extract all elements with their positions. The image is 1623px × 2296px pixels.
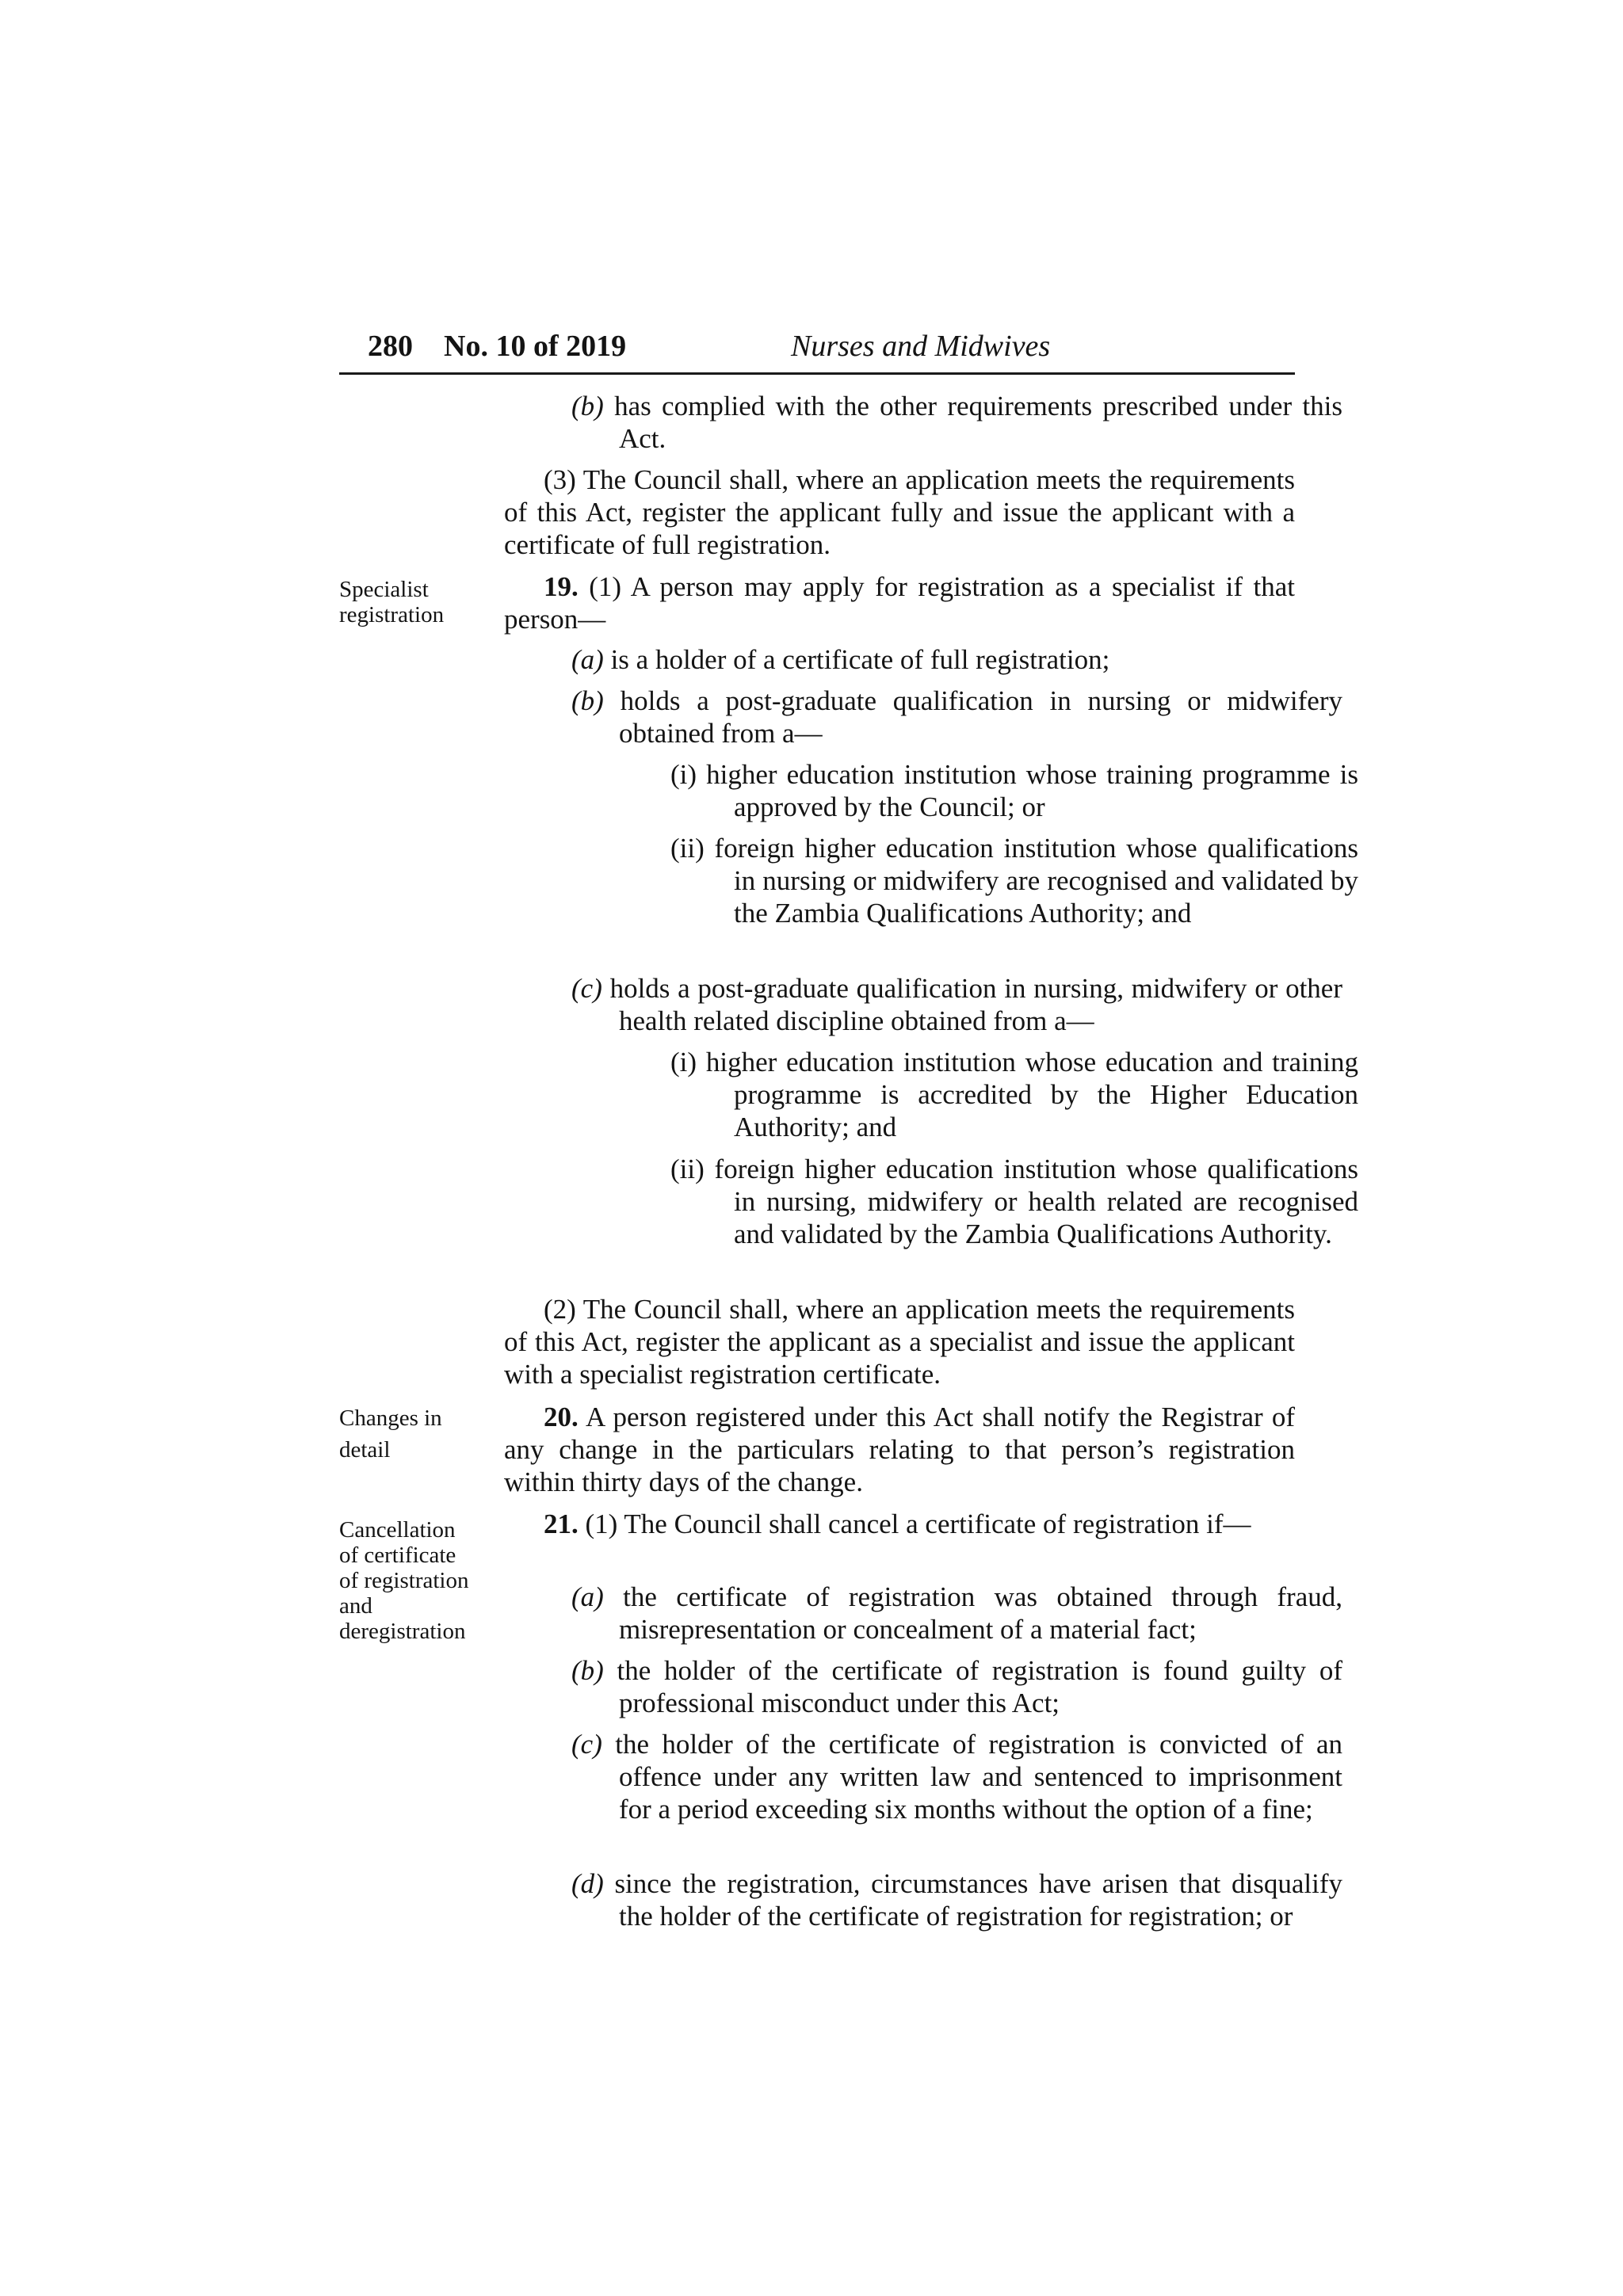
s18-para-b [571,390,1342,455]
s21-d-text: since the registration, circumstances have arisen that disqualify the holder of the certificate of registration for registration; or [603,1868,1342,1932]
s21-c-text: the holder of the certificate of registration is convicted of an offence under any written law and sentenced to imprisonment for a period exceeding six months without the option of a fine; [601,1729,1342,1825]
s19-subsection-2: (2) The Council shall, where an application meets the requirements of this Act, register the applicant as a specialist and issue the applicant with a specialist registration certificate. [504,1294,1295,1390]
running-header [339,323,1295,375]
s18-b-label: (b) [571,391,604,421]
s21-subsection-1 [504,1508,1295,1540]
s19-a-label: (a) [571,644,604,675]
s21-intro: (1) The Council shall cancel a certificate of registration if— [578,1508,1251,1539]
margin-note-cancellation: Cancellation of certificate of registration and deregistration [339,1517,469,1644]
s21-a-text: the certificate of registration was obtained through fraud, misrepresentation or concealment of a material fact; [603,1581,1342,1645]
s19-b-label: (b) [571,685,604,716]
s19-para-c [571,972,1342,1037]
s21-b-label: (b) [571,1655,604,1686]
s21-b-text: the holder of the certificate of registration is found guilty of professional misconduct under this Act; [603,1655,1342,1718]
s19-number: 19. [544,571,579,602]
s19-para-b [571,685,1342,749]
s18-b-text: has complied with the other requirements prescribed under this Act. [603,391,1342,454]
s19-subsection-1 [504,570,1295,635]
s18-subsection-3: (3) The Council shall, where an application meets the requirements of this Act, register the applicant fully and issue the applicant with a certificate of full registration. [504,464,1295,560]
s19-a-text: is a holder of a certificate of full registration; [603,644,1110,675]
margin-note-changes-in-detail: Changes in detail [339,1405,442,1463]
s21-para-a [571,1581,1342,1646]
s19-c-label: (c) [571,973,602,1004]
act-number: No. 10 of 2019 [444,330,627,363]
s19-b-text: holds a post-graduate qualification in nursing or midwifery obtained from a— [603,685,1342,749]
s21-d-label: (d) [571,1868,604,1899]
s20-body: A person registered under this Act shall notify the Registrar of any change in the particulars relating to that person’s registration within thirty days of the change. [504,1402,1295,1497]
s21-number: 21. [544,1508,579,1539]
act-title: Nurses and Midwives [791,330,1051,363]
s19-b-subpara-ii: (ii) foreign higher education institution whose qualifications in nursing or midwifery are recognised and validated by the Zambia Qualifications Authority; and [670,833,1358,929]
s19-intro: (1) A person may apply for registration as a specialist if that person— [504,571,1295,635]
s20-text [504,1401,1295,1498]
page-number: 280 [368,330,413,363]
s19-b-subpara-i: (i) higher education institution whose training programme is approved by the Council; or [670,759,1358,822]
s19-c-subpara-ii: (ii) foreign higher education institution whose qualifications in nursing, midwifery or health related are recognised and validated by the Zambia Qualifications Authority. [670,1154,1358,1249]
s19-c-text: holds a post-graduate qualification in nursing, midwifery or other health related discipline obtained from a— [601,973,1342,1036]
s19-para-a [571,643,1342,676]
s20-number: 20. [544,1402,579,1432]
s21-para-c [571,1728,1342,1825]
s21-c-label: (c) [571,1729,602,1760]
s21-para-d [571,1867,1342,1932]
s21-para-b [571,1654,1342,1719]
margin-note-specialist-registration: Specialist registration [339,577,445,627]
s19-c-subpara-i: (i) higher education institution whose education and training programme is accredited by the Higher Education Authority; and [670,1047,1358,1142]
s21-a-label: (a) [571,1581,604,1612]
